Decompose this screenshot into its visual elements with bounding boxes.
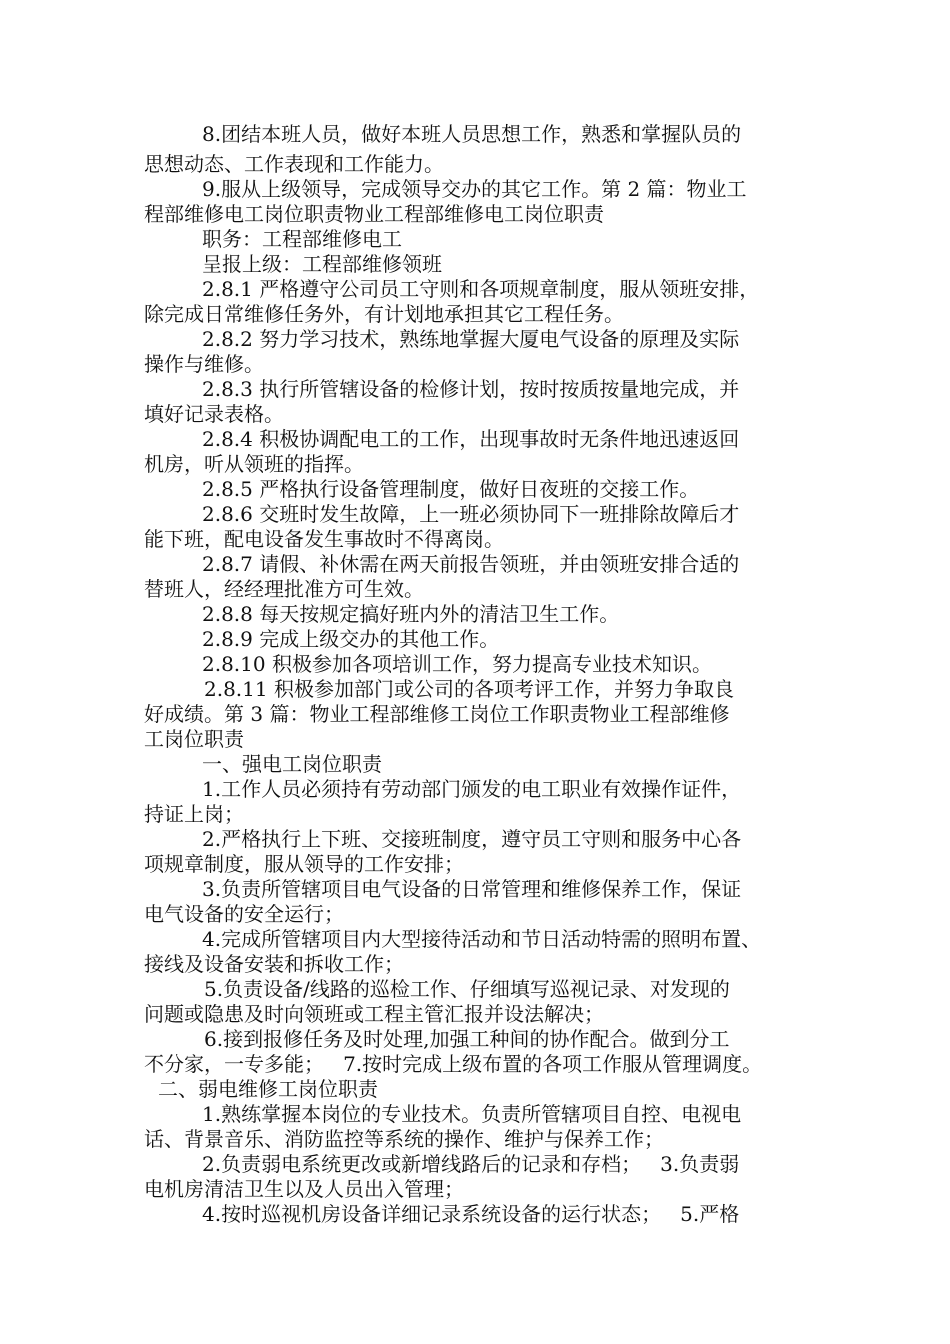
text-line: 2.8.2 努力学习技术，熟练地掌握大厦电气设备的原理及实际 bbox=[202, 327, 740, 351]
text-line: 除完成日常维修任务外，有计划地承担其它工程任务。 bbox=[144, 302, 624, 326]
text-line: 2.8.9 完成上级交办的其他工作。 bbox=[202, 627, 500, 651]
text-line: 8.团结本班人员，做好本班人员思想工作，熟悉和掌握队员的 bbox=[202, 122, 742, 146]
text-line: 一、强电工岗位职责 bbox=[202, 752, 382, 776]
text-line: 能下班，配电设备发生事故时不得离岗。 bbox=[144, 527, 504, 551]
text-line: 2.8.5 严格执行设备管理制度，做好日夜班的交接工作。 bbox=[202, 477, 700, 501]
text-line: 接线及设备安装和拆收工作； bbox=[144, 952, 404, 976]
text-line: 4.完成所管辖项目内大型接待活动和节日活动特需的照明布置、 bbox=[202, 927, 762, 951]
text-line: 2.8.7 请假、补休需在两天前报告领班，并由领班安排合适的 bbox=[202, 552, 740, 576]
text-line: 3.负责所管辖项目电气设备的日常管理和维修保养工作，保证 bbox=[202, 877, 742, 901]
text-line: 不分家，一专多能； 7.按时完成上级布置的各项工作服从管理调度。 bbox=[144, 1052, 763, 1076]
text-line: 2.8.10 积极参加各项培训工作，努力提高专业技术知识。 bbox=[202, 652, 712, 676]
text-line: 好成绩。第 3 篇：物业工程部维修工岗位工作职责物业工程部维修 bbox=[144, 702, 730, 726]
text-line: 1.工作人员必须持有劳动部门颁发的电工职业有效操作证件， bbox=[202, 777, 742, 801]
text-line: 9.服从上级领导，完成领导交办的其它工作。第 2 篇：物业工 bbox=[202, 177, 747, 201]
text-line: 职务：工程部维修电工 bbox=[202, 227, 402, 251]
text-line: 思想动态、工作表现和工作能力。 bbox=[144, 152, 444, 176]
text-line: 2.8.6 交班时发生故障，上一班必须协同下一班排除故障后才 bbox=[202, 502, 740, 526]
text-line: 1.熟练掌握本岗位的专业技术。负责所管辖项目自控、电视电 bbox=[202, 1102, 742, 1126]
text-line: 替班人，经经理批准方可生效。 bbox=[144, 577, 424, 601]
text-line: 持证上岗； bbox=[144, 802, 244, 826]
text-line: 2.8.11 积极参加部门或公司的各项考评工作，并努力争取良 bbox=[204, 677, 734, 701]
text-line: 2.8.1 严格遵守公司员工守则和各项规章制度，服从领班安排， bbox=[202, 277, 760, 301]
text-line: 2.8.4 积极协调配电工的工作，出现事故时无条件地迅速返回 bbox=[202, 427, 740, 451]
text-line: 程部维修电工岗位职责物业工程部维修电工岗位职责 bbox=[144, 202, 604, 226]
text-line: 2.严格执行上下班、交接班制度，遵守员工守则和服务中心各 bbox=[202, 827, 742, 851]
text-line: 2.8.8 每天按规定搞好班内外的清洁卫生工作。 bbox=[202, 602, 620, 626]
text-line: 工岗位职责 bbox=[144, 727, 244, 751]
text-line: 电机房清洁卫生以及人员出入管理； bbox=[144, 1177, 464, 1201]
text-line: 呈报上级：工程部维修领班 bbox=[202, 252, 442, 276]
text-line: 5.负责设备/线路的巡检工作、仔细填写巡视记录、对发现的 bbox=[204, 977, 730, 1001]
text-line: 2.负责弱电系统更改或新增线路后的记录和存档； 3.负责弱 bbox=[202, 1152, 740, 1176]
text-line: 2.8.3 执行所管辖设备的检修计划，按时按质按量地完成，并 bbox=[202, 377, 740, 401]
text-line: 话、背景音乐、消防监控等系统的操作、维护与保养工作； bbox=[144, 1127, 664, 1151]
text-line: 4.按时巡视机房设备详细记录系统设备的运行状态； 5.严格 bbox=[202, 1202, 740, 1226]
text-line: 二、弱电维修工岗位职责 bbox=[158, 1077, 378, 1101]
text-line: 项规章制度，服从领导的工作安排； bbox=[144, 852, 464, 876]
text-line: 操作与维修。 bbox=[144, 352, 264, 376]
text-line: 机房，听从领班的指挥。 bbox=[144, 452, 364, 476]
text-line: 填好记录表格。 bbox=[144, 402, 284, 426]
text-line: 问题或隐患及时向领班或工程主管汇报并设法解决； bbox=[144, 1002, 604, 1026]
text-line: 电气设备的安全运行； bbox=[144, 902, 344, 926]
text-line: 6.接到报修任务及时处理,加强工种间的协作配合。做到分工 bbox=[204, 1027, 730, 1051]
